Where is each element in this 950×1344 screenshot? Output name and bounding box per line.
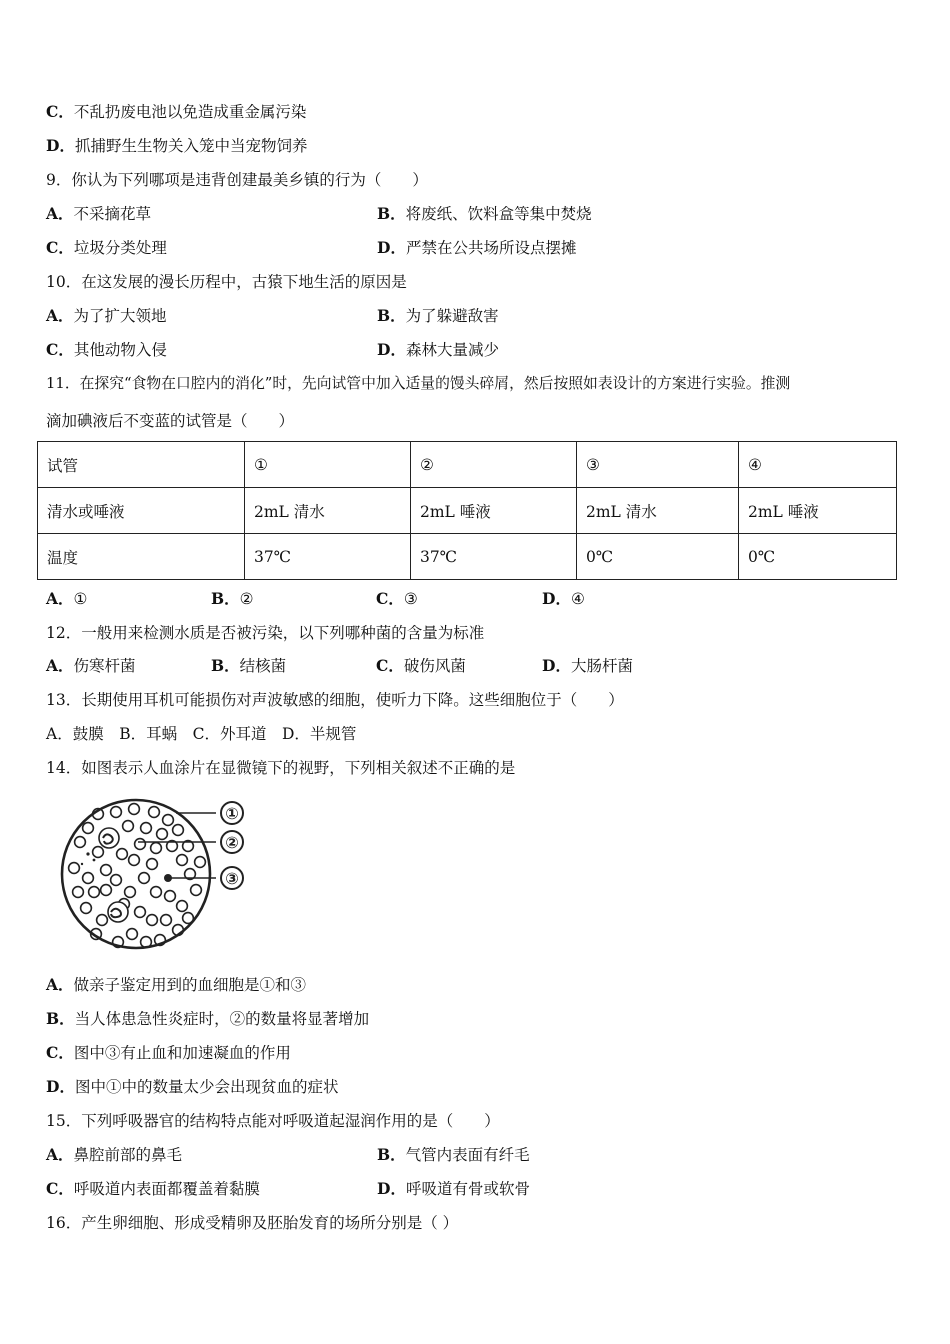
q15-option-d: D．呼吸道有骨或软骨 (377, 1179, 530, 1198)
table-cell: 37℃ (245, 534, 411, 580)
q15-option-b: B．气管内表面有纤毛 (377, 1145, 530, 1164)
q8-option-d: D．抓捕野生生物关入笼中当宠物饲养 (46, 136, 308, 155)
table-cell: 2mL 唾液 (411, 488, 577, 534)
q13-options: A．鼓膜 B．耳蜗 C．外耳道 D．半规管 (46, 725, 357, 743)
q11-stem-line1: 11．在探究“食物在口腔内的消化”时，先向试管中加入适量的馒头碎屑，然后按照如表设计的方案进行实验。推测 (46, 375, 791, 392)
q9-option-c: C．垃圾分类处理 (46, 238, 167, 257)
q14-option-b: B．当人体患急性炎症时，②的数量将显著增加 (46, 1009, 370, 1028)
q10-option-d: D．森林大量减少 (377, 340, 499, 359)
table-cell: ③ (577, 442, 739, 488)
q12-option-a: A．伤寒杆菌 (46, 656, 136, 675)
table-cell: ④ (739, 442, 897, 488)
q15-option-a: A．鼻腔前部的鼻毛 (46, 1145, 183, 1164)
q8-option-c: C．不乱扔废电池以免造成重金属污染 (46, 102, 307, 121)
q11-stem-line2: 滴加碘液后不变蓝的试管是（ ） (46, 412, 295, 430)
q13-stem: 13．长期使用耳机可能损伤对声波敏感的细胞，使听力下降。这些细胞位于（ ） (46, 691, 624, 709)
q12-option-b: B．结核菌 (211, 656, 287, 675)
q12-option-c: C．破伤风菌 (376, 656, 466, 675)
q10-option-a: A．为了扩大领地 (46, 306, 167, 325)
q11-option-a: A．① (46, 589, 88, 608)
figure-label-3: ③ (225, 869, 239, 888)
q9-option-d: D．严禁在公共场所设点摆摊 (377, 238, 577, 257)
table-cell: 0℃ (739, 534, 897, 580)
q14-option-d: D．图中①中的数量太少会出现贫血的症状 (46, 1077, 339, 1096)
q14-stem: 14．如图表示人血涂片在显微镜下的视野，下列相关叙述不正确的是 (46, 759, 516, 777)
table-cell: 2mL 清水 (577, 488, 739, 534)
q11-option-b: B．② (211, 589, 254, 608)
figure-label-2: ② (225, 833, 239, 852)
blood-smear-figure (58, 794, 258, 963)
table-cell: ② (411, 442, 577, 488)
experiment-table (37, 441, 897, 580)
q9-stem: 9．你认为下列哪项是违背创建最美乡镇的行为（ ） (46, 171, 428, 189)
table-cell: ① (245, 442, 411, 488)
q14-option-a: A．做亲子鉴定用到的血细胞是①和③ (46, 975, 307, 994)
table-row (38, 488, 897, 534)
table-cell: 37℃ (411, 534, 577, 580)
q10-stem: 10．在这发展的漫长历程中，古猿下地生活的原因是 (46, 273, 407, 291)
table-cell: 2mL 清水 (245, 488, 411, 534)
q15-stem: 15．下列呼吸器官的结构特点能对呼吸道起湿润作用的是（ ） (46, 1112, 500, 1130)
table-cell: 试管 (38, 442, 245, 488)
table-cell: 0℃ (577, 534, 739, 580)
q15-option-c: C．呼吸道内表面都覆盖着黏膜 (46, 1179, 260, 1198)
q9-option-a: A．不采摘花草 (46, 204, 152, 223)
table-row (38, 534, 897, 580)
blood-smear-diagram (58, 794, 258, 959)
table-cell: 2mL 唾液 (739, 488, 897, 534)
q11-option-c: C．③ (376, 589, 418, 608)
figure-label-1: ① (225, 804, 239, 823)
q10-option-c: C．其他动物入侵 (46, 340, 167, 359)
q10-option-b: B．为了躲避敌害 (377, 306, 499, 325)
q12-stem: 12．一般用来检测水质是否被污染，以下列哪种菌的含量为标准 (46, 624, 485, 642)
q11-option-d: D．④ (542, 589, 585, 608)
table-cell: 温度 (38, 534, 245, 580)
q9-option-b: B．将废纸、饮料盒等集中焚烧 (377, 204, 592, 223)
q14-option-c: C．图中③有止血和加速凝血的作用 (46, 1043, 291, 1062)
table-cell: 清水或唾液 (38, 488, 245, 534)
table-row (38, 442, 897, 488)
q12-option-d: D．大肠杆菌 (542, 656, 633, 675)
q16-stem: 16．产生卵细胞、形成受精卵及胚胎发育的场所分别是（ ） (46, 1214, 459, 1232)
